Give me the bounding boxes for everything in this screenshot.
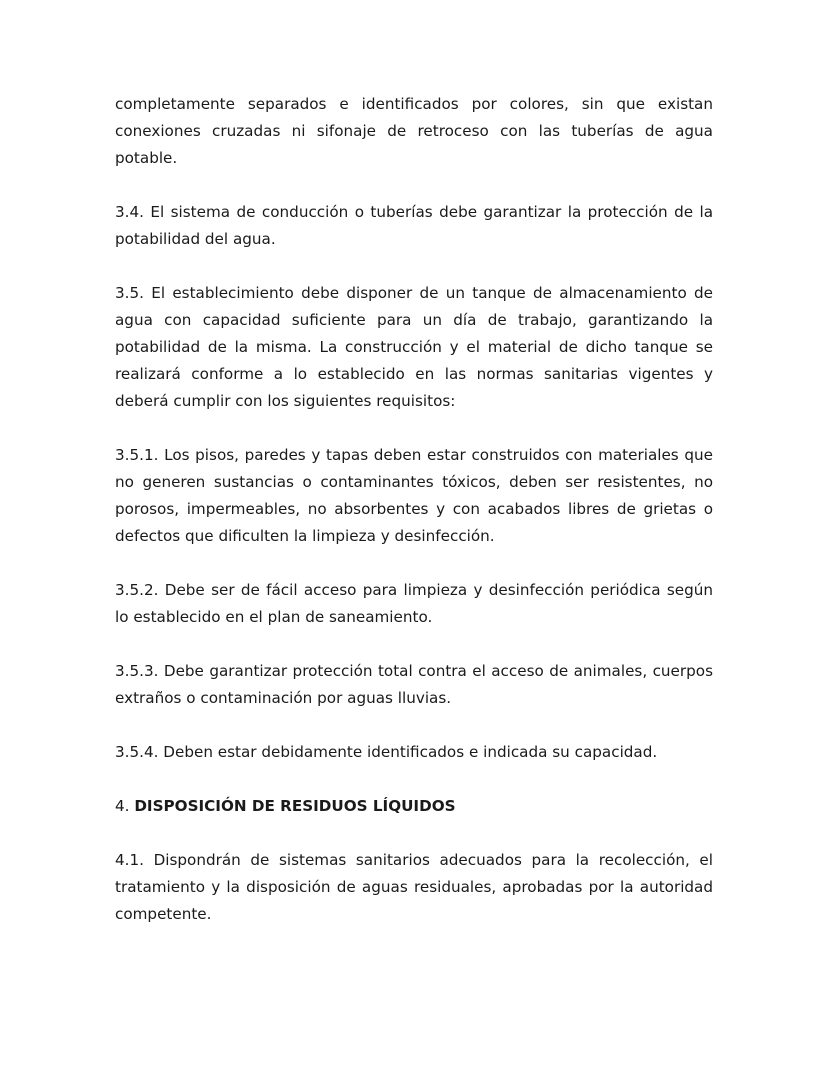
- paragraph-3-5-1: 3.5.1. Los pisos, paredes y tapas deben estar construidos con materiales que no generen sustancias o contaminantes tóxicos, deben ser resistentes, no porosos, impermeables, no absorbentes y con acabados libres de grietas o defectos que dificulten la limpieza y desinfección.: [115, 446, 713, 545]
- paragraph-3-5: 3.5. El establecimiento debe disponer de un tanque de almacenamiento de agua con capacidad suficiente para un día de trabajo, garantizando la potabilidad de la misma. La construcción y el material de dicho tanque se realizará conforme a lo establecido en las normas sanitarias vigentes y deberá cumplir con los siguientes requisitos:: [115, 284, 713, 410]
- section-4-heading: [115, 793, 713, 820]
- paragraph-3-5-2: 3.5.2. Debe ser de fácil acceso para limpieza y desinfección periódica según lo establecido en el plan de saneamiento.: [115, 581, 713, 626]
- paragraph-4-1: 4.1. Dispondrán de sistemas sanitarios adecuados para la recolección, el tratamiento y la disposición de aguas residuales, aprobadas por la autoridad competente.: [115, 851, 713, 923]
- paragraph-3-4: 3.4. El sistema de conducción o tuberías debe garantizar la protección de la potabilidad del agua.: [115, 203, 713, 248]
- section-4-title: DISPOSICIÓN DE RESIDUOS LÍQUIDOS: [134, 797, 456, 815]
- document-page: [115, 91, 713, 928]
- paragraph-3-5-4: 3.5.4. Deben estar debidamente identificados e indicada su capacidad.: [115, 743, 658, 761]
- paragraph-intro: completamente separados e identificados por colores, sin que existan conexiones cruzadas ni sifonaje de retroceso con las tuberías de agua potable.: [115, 95, 713, 167]
- paragraph-3-5-3: 3.5.3. Debe garantizar protección total contra el acceso de animales, cuerpos extraños o contaminación por aguas lluvias.: [115, 662, 713, 707]
- section-4-number: 4.: [115, 797, 130, 815]
